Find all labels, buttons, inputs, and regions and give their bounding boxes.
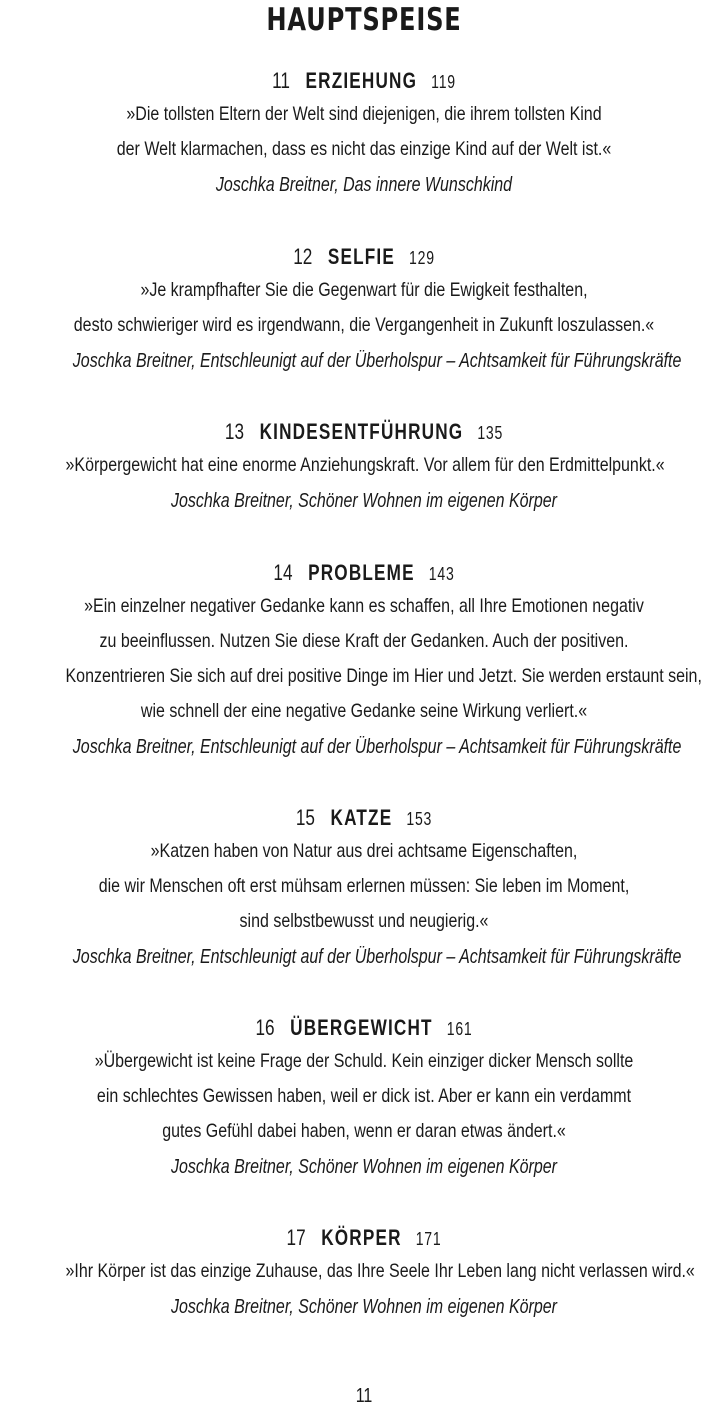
chapter-heading	[80, 558, 648, 588]
chapter-title: KATZE	[330, 805, 393, 830]
chapter-page: 119	[431, 72, 456, 92]
quote-line: wie schnell der eine negative Gedanke seine Wirkung verliert.«	[140, 700, 588, 722]
toc-entry	[0, 242, 728, 379]
toc-entry	[0, 1223, 728, 1325]
chapter-page: 135	[477, 423, 504, 443]
chapter-number: 17	[286, 1225, 306, 1250]
quote-line: sind selbstbewusst und neugierig.«	[239, 910, 489, 932]
chapter-quote	[0, 589, 728, 729]
toc-entry	[0, 417, 728, 519]
chapter-quote	[0, 273, 728, 343]
toc-entry	[0, 803, 728, 975]
quote-line: gutes Gefühl dabei haben, wenn er daran etwas ändert.«	[162, 1120, 566, 1142]
chapter-number: 11	[272, 68, 290, 93]
quote-line: Konzentrieren Sie sich auf drei positive Dinge im Hier und Jetzt. Sie werden erstaunt sein,	[65, 665, 702, 687]
chapter-heading	[80, 417, 648, 447]
chapter-heading	[80, 803, 648, 833]
chapter-heading	[80, 66, 648, 96]
page-number: 11	[355, 1385, 373, 1407]
chapter-title: SELFIE	[327, 244, 395, 269]
page-title: HAUPTSPEISE	[266, 2, 462, 38]
quote-source: Joschka Breitner, Schöner Wohnen im eigenen Körper	[171, 490, 557, 512]
quote-line: ein schlechtes Gewissen haben, weil er dick ist. Aber er kann ein verdammt	[96, 1085, 632, 1107]
quote-source: Joschka Breitner, Das innere Wunschkind	[215, 174, 513, 196]
chapter-page: 153	[406, 809, 433, 829]
quote-line: desto schwieriger wird es irgendwann, die Vergangenheit in Zukunft loszulassen.«	[73, 314, 655, 336]
quote-line: »Körpergewicht hat eine enorme Anziehungskraft. Vor allem für den Erdmittelpunkt.«	[65, 454, 665, 476]
quote-line: »Die tollsten Eltern der Welt sind diejenigen, die ihrem tollsten Kind	[126, 103, 602, 125]
chapter-heading	[80, 242, 648, 272]
quote-line: der Welt klarmachen, dass es nicht das einzige Kind auf der Welt ist.«	[116, 138, 612, 160]
quote-line: »Übergewicht ist keine Frage der Schuld. Kein einziger dicker Mensch sollte	[94, 1050, 634, 1072]
chapter-quote	[0, 448, 728, 483]
chapter-heading	[80, 1013, 648, 1043]
quote-source: Joschka Breitner, Entschleunigt auf der Überholspur – Achtsamkeit für Führungskräfte	[72, 350, 682, 372]
chapter-quote	[0, 834, 728, 939]
chapter-heading	[80, 1223, 648, 1253]
quote-line: »Je krampfhafter Sie die Gegenwart für die Ewigkeit festhalten,	[140, 279, 588, 301]
toc-entry	[0, 558, 728, 765]
quote-source: Joschka Breitner, Entschleunigt auf der Überholspur – Achtsamkeit für Führungskräfte	[72, 736, 682, 758]
quote-source: Joschka Breitner, Entschleunigt auf der Überholspur – Achtsamkeit für Führungskräfte	[72, 946, 682, 968]
quote-source: Joschka Breitner, Schöner Wohnen im eigenen Körper	[171, 1296, 557, 1318]
chapter-page: 143	[428, 564, 455, 584]
chapter-quote	[0, 1254, 728, 1289]
quote-line: die wir Menschen oft erst mühsam erlernen müssen: Sie leben im Moment,	[98, 875, 630, 897]
quote-line: »Ein einzelner negativer Gedanke kann es schaffen, all Ihre Emotionen negativ	[84, 595, 644, 617]
quote-line: »Katzen haben von Natur aus drei achtsame Eigenschaften,	[150, 840, 578, 862]
chapter-title: PROBLEME	[308, 560, 415, 585]
toc-entry	[0, 66, 728, 203]
toc-entry	[0, 1013, 728, 1185]
chapter-number: 13	[224, 419, 245, 444]
chapter-number: 14	[273, 560, 293, 585]
chapter-page: 171	[415, 1229, 442, 1249]
quote-source: Joschka Breitner, Schöner Wohnen im eigenen Körper	[171, 1156, 557, 1178]
chapter-quote	[0, 97, 728, 167]
chapter-title: KINDESENTFÜHRUNG	[259, 419, 464, 444]
chapter-page: 161	[446, 1019, 473, 1039]
chapter-page: 129	[409, 248, 435, 268]
chapter-number: 16	[255, 1015, 275, 1040]
chapter-number: 15	[295, 805, 315, 830]
chapter-title: ÜBERGEWICHT	[290, 1015, 433, 1040]
chapter-title: KÖRPER	[321, 1225, 402, 1250]
quote-line: zu beeinflussen. Nutzen Sie diese Kraft der Gedanken. Auch der positiven.	[99, 630, 629, 652]
chapter-quote	[0, 1044, 728, 1149]
quote-line: »Ihr Körper ist das einzige Zuhause, das Ihre Seele Ihr Leben lang nicht verlassen wird.«	[65, 1260, 695, 1282]
chapter-title: ERZIEHUNG	[305, 68, 418, 93]
chapter-number: 12	[293, 244, 313, 269]
